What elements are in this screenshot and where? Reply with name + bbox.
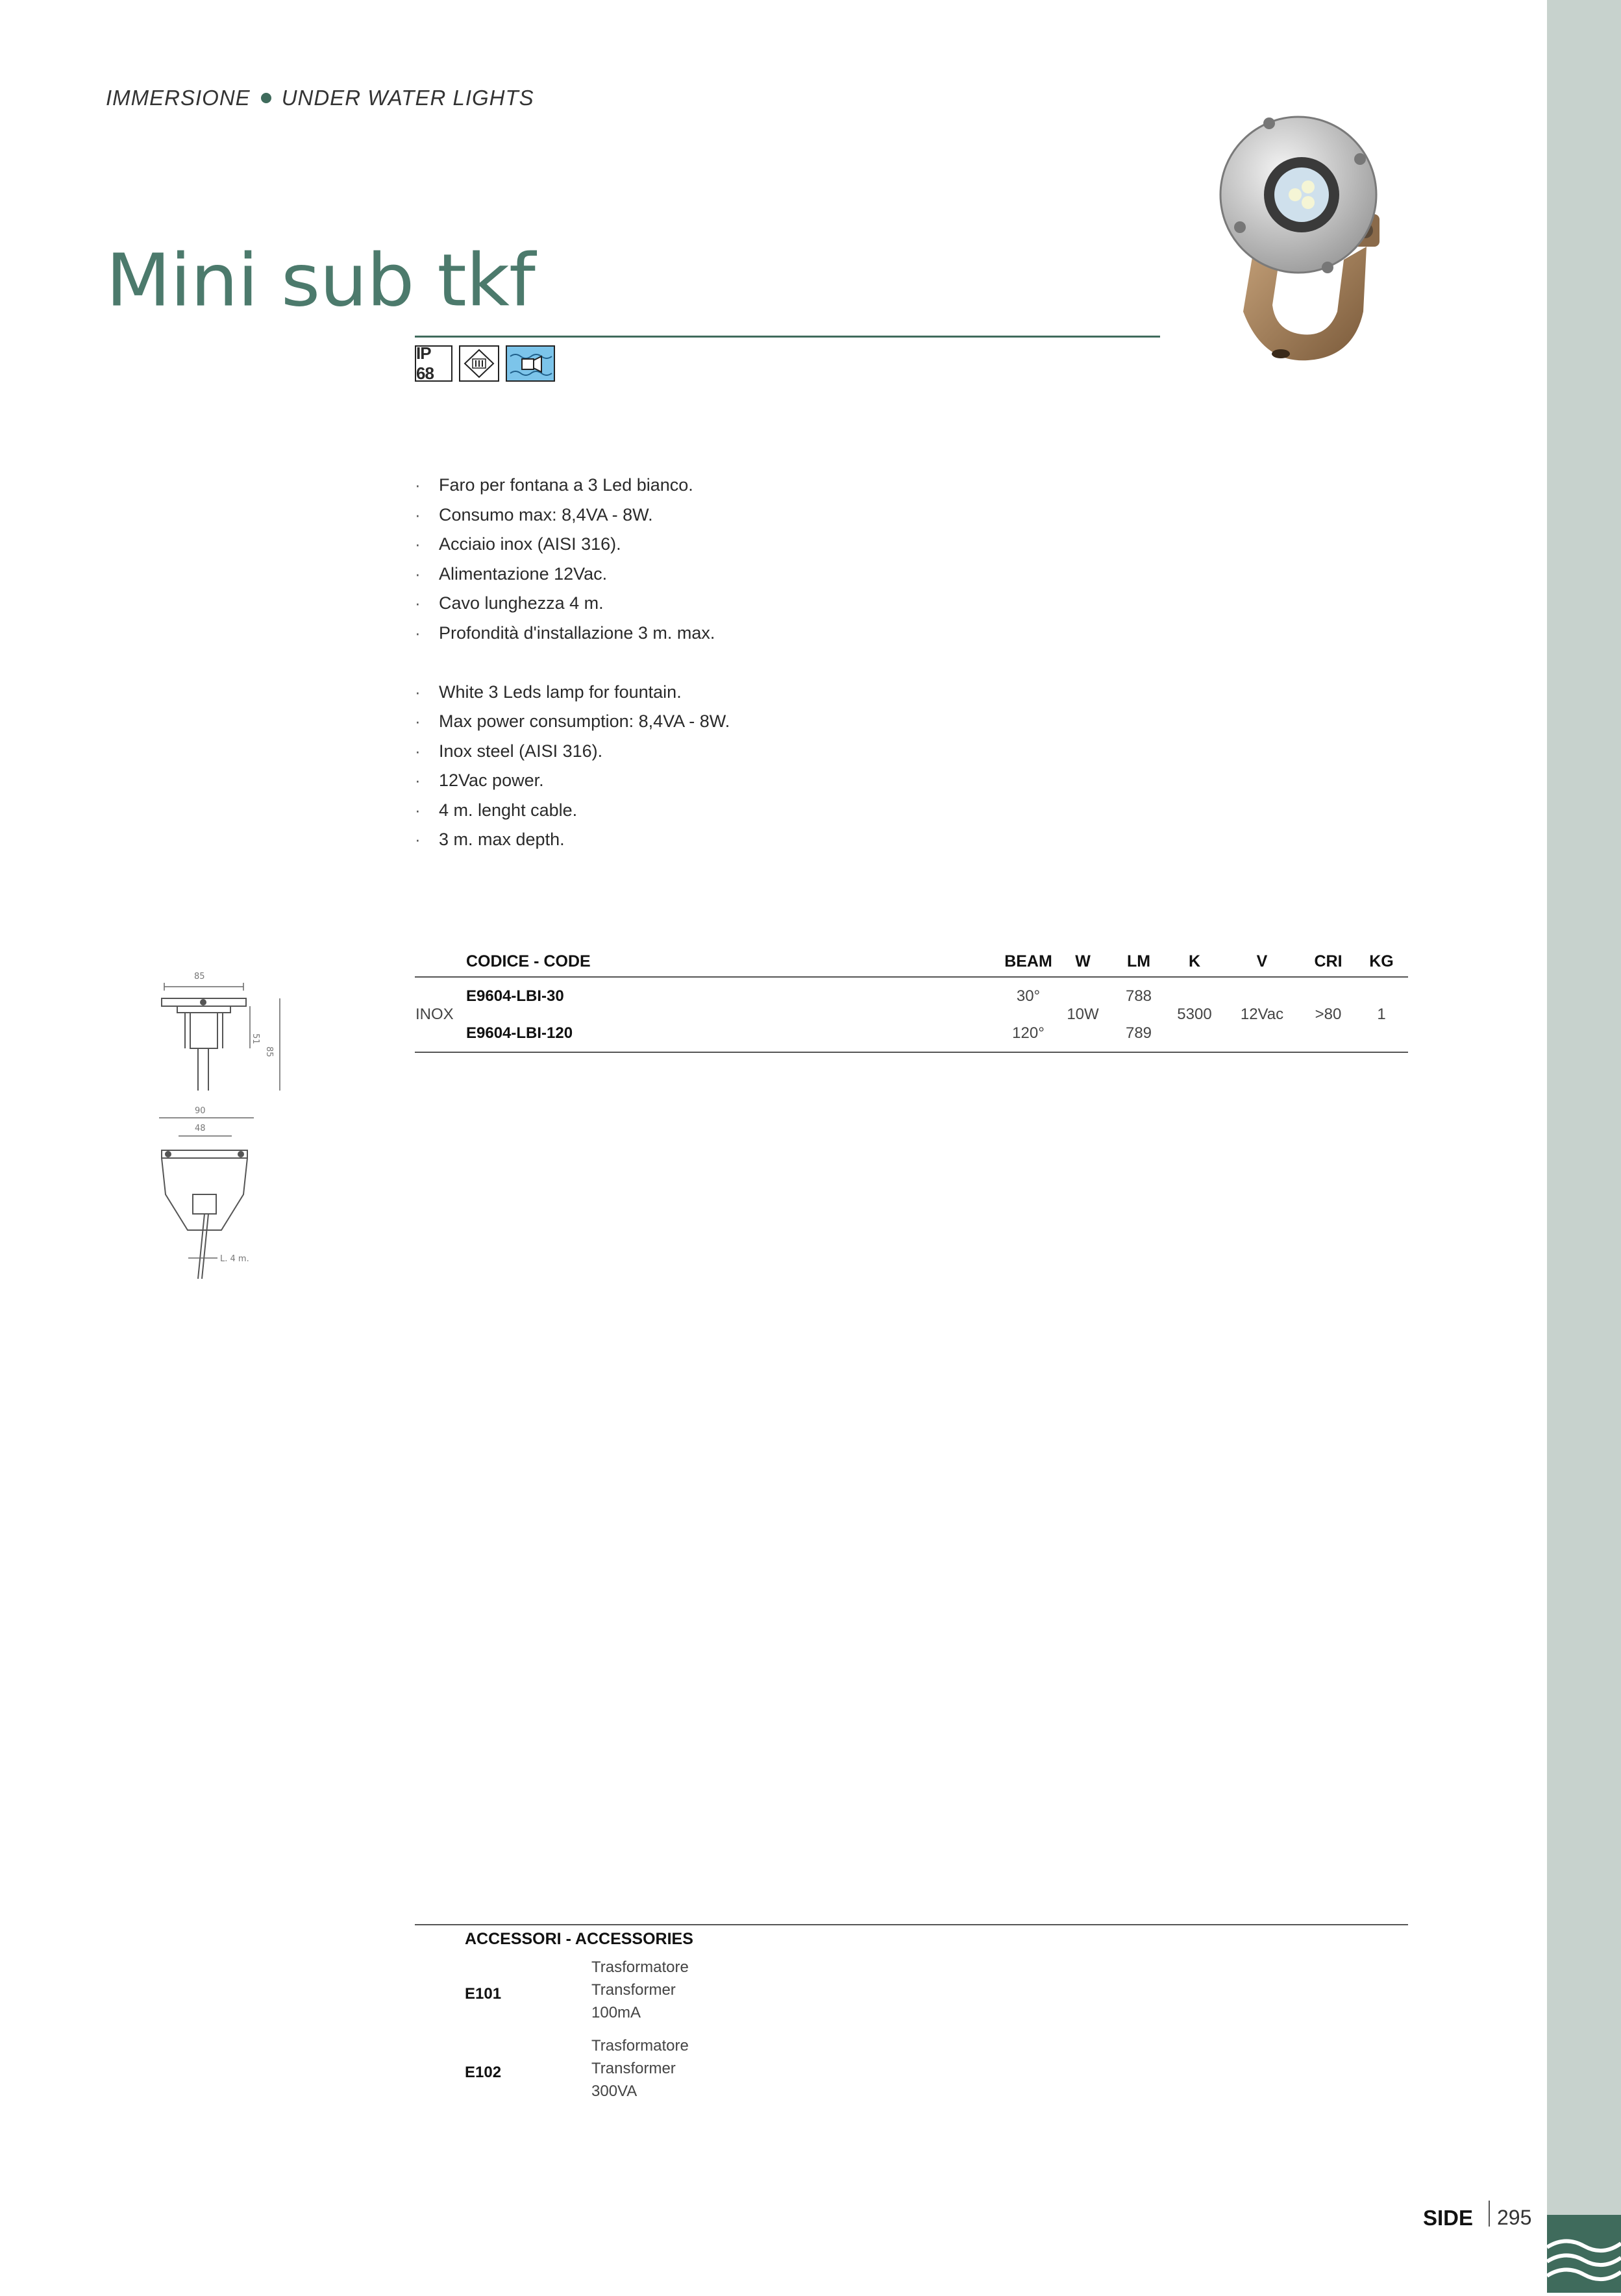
accessories-divider [415,1924,1408,1925]
footer-separator [1489,2201,1490,2227]
lumen-cell: 788 [1125,987,1152,1005]
kelvin-cell: 5300 [1167,977,1222,1052]
dimension-label: 90 [195,1106,206,1116]
col-header-w: W [1055,946,1111,977]
list-item: · 3 m. max depth. [415,825,730,855]
accessories-title: ACCESSORI - ACCESSORIES [465,1930,693,1948]
brand-wave-logo [1547,2215,1621,2293]
list-item: · Profondità d'installazione 3 m. max. [415,619,730,648]
list-item: · Alimentazione 12Vac. [415,560,730,589]
breadcrumb [106,86,534,110]
voltage-cell: 12Vac [1222,977,1302,1052]
accessory-desc-line: Trasformatore [591,2037,689,2055]
col-header-cri: CRI [1302,946,1355,977]
lumen-cell: 789 [1111,1015,1167,1052]
class-iii-icon [459,345,499,382]
accessory-desc-line: Transformer [591,1981,676,1999]
list-item: · Consumo max: 8,4VA - 8W. [415,500,730,530]
col-header-code: CODICE - CODE [465,946,1002,977]
product-photo [1204,97,1418,376]
list-item: · Cavo lunghezza 4 m. [415,589,730,619]
list-item: · Faro per fontana a 3 Led bianco. [415,471,730,500]
cable-length-label: L. 4 m. [220,1254,249,1264]
accessory-description [591,2034,689,2103]
col-header-k: K [1167,946,1222,977]
list-item: · Acciaio inox (AISI 316). [415,530,730,560]
product-code: E9604-LBI-120 [465,1015,1002,1052]
list-item: · Inox steel (AISI 316). [415,737,730,767]
dimension-label: 85 [264,1046,274,1057]
accessory-code: E101 [465,1985,502,2003]
col-header-kg: KG [1355,946,1408,977]
cri-cell: >80 [1302,977,1355,1052]
weight-cell: 1 [1355,977,1408,1052]
dimension-label: 51 [251,1033,260,1044]
list-item: · 4 m. lenght cable. [415,796,730,826]
material-cell: INOX [415,977,465,1052]
watt-cell: 10W [1055,977,1111,1052]
accessory-code: E102 [465,2064,502,2081]
spec-table [415,946,1408,1053]
breadcrumb-category-en: UNDER WATER LIGHTS [281,86,534,110]
accessory-desc-line: 100mA [591,2004,641,2021]
footer-brand: SIDE [1423,2206,1474,2230]
accessory-description [591,1956,689,2024]
breadcrumb-dot-icon [261,93,271,103]
list-item: · 12Vac power. [415,766,730,796]
side-band [1547,0,1621,2293]
certification-icons [415,345,555,382]
accessory-desc-line: Trasformatore [591,1958,689,1976]
list-item: · Max power consumption: 8,4VA - 8W. [415,707,730,737]
features-list [415,471,730,855]
list-item: · White 3 Leds lamp for fountain. [415,678,730,708]
dimension-label: 48 [195,1124,206,1133]
page-title: Mini sub tkf [106,238,535,323]
title-divider [415,336,1160,338]
col-header-beam: BEAM [1002,946,1055,977]
dimension-label: 85 [194,972,205,981]
table-header-row [415,946,1408,977]
col-header-lm: LM [1111,946,1167,977]
technical-drawing [153,967,289,1298]
ip68-icon: IP 68 [415,345,452,382]
page-number: 295 [1497,2206,1532,2229]
beam-cell: 120° [1002,1015,1055,1052]
accessory-desc-line: Transformer [591,2060,676,2077]
col-header-v: V [1222,946,1302,977]
product-code: E9604-LBI-30 [466,987,564,1005]
beam-cell: 30° [1016,987,1041,1005]
table-row [415,977,1408,1015]
breadcrumb-category-it: IMMERSIONE [106,86,251,110]
underwater-use-icon [506,345,555,382]
accessory-desc-line: 300VA [591,2082,637,2100]
